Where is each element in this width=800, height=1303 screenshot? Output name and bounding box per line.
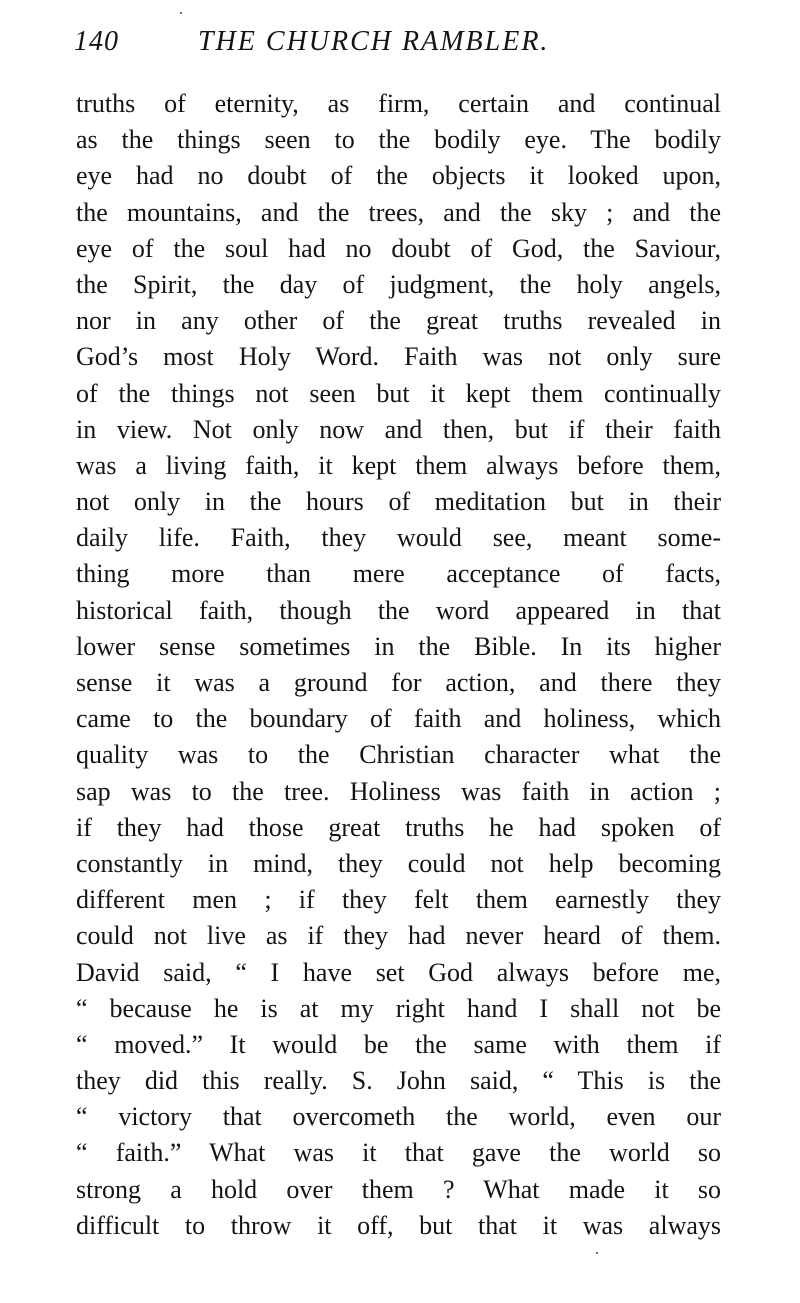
text-line: they did this really. S. John said, “ This is the	[76, 1066, 721, 1096]
text-line: sense it was a ground for action, and there they	[76, 668, 721, 697]
text-line: as the things seen to the bodily eye. The bodily	[76, 125, 721, 155]
text-line: the Spirit, the day of judgment, the holy angels,	[76, 269, 721, 299]
page-header	[70, 22, 730, 62]
text-line: not only in the hours of meditation but in their	[76, 487, 721, 517]
text-line: “ because he is at my right hand I shall not be	[76, 993, 721, 1023]
text-line: “ moved.” It would be the same with them if	[76, 1029, 721, 1059]
text-line: difficult to throw it off, but that it was always	[76, 1210, 721, 1240]
text-line: truths of eternity, as firm, certain and continual	[76, 89, 721, 118]
text-line: came to the boundary of faith and holiness, which	[76, 704, 721, 734]
text-line: historical faith, though the word appeared in that	[76, 595, 721, 625]
text-line: “ victory that overcometh the world, even our	[76, 1102, 721, 1132]
text-line: in view. Not only now and then, but if their faith	[76, 414, 721, 444]
text-line: strong a hold over them ? What made it so	[76, 1174, 721, 1204]
text-line: quality was to the Christian character what the	[76, 740, 721, 770]
running-title: THE CHURCH RAMBLER.	[198, 26, 550, 57]
text-line: God’s most Holy Word. Faith was not only sure	[76, 342, 721, 372]
text-line: eye had no doubt of the objects it looked upon,	[76, 161, 721, 191]
text-line: was a living faith, it kept them always before them,	[76, 450, 721, 480]
text-line: could not live as if they had never heard of them.	[76, 921, 721, 951]
text-line: “ faith.” What was it that gave the world so	[76, 1138, 721, 1168]
text-line: different men ; if they felt them earnestly they	[76, 885, 721, 915]
text-line: if they had those great truths he had spoken of	[76, 812, 721, 842]
text-line: the mountains, and the trees, and the sky ; and the	[76, 197, 721, 227]
text-line: eye of the soul had no doubt of God, the Saviour,	[76, 233, 721, 263]
print-speck	[180, 12, 182, 14]
text-line: thing more than mere acceptance of facts,	[76, 559, 721, 589]
text-line: lower sense sometimes in the Bible. In its higher	[76, 631, 721, 661]
text-line: of the things not seen but it kept them continually	[76, 378, 721, 408]
text-line: daily life. Faith, they would see, meant some-	[76, 523, 721, 553]
body-text	[76, 86, 721, 1244]
text-line: constantly in mind, they could not help becoming	[76, 848, 721, 878]
text-line: nor in any other of the great truths revealed in	[76, 306, 721, 336]
print-speck	[596, 1252, 598, 1254]
text-line: sap was to the tree. Holiness was faith in action ;	[76, 776, 721, 806]
text-line: David said, “ I have set God always before me,	[76, 957, 721, 987]
page-number: 140	[74, 26, 119, 57]
